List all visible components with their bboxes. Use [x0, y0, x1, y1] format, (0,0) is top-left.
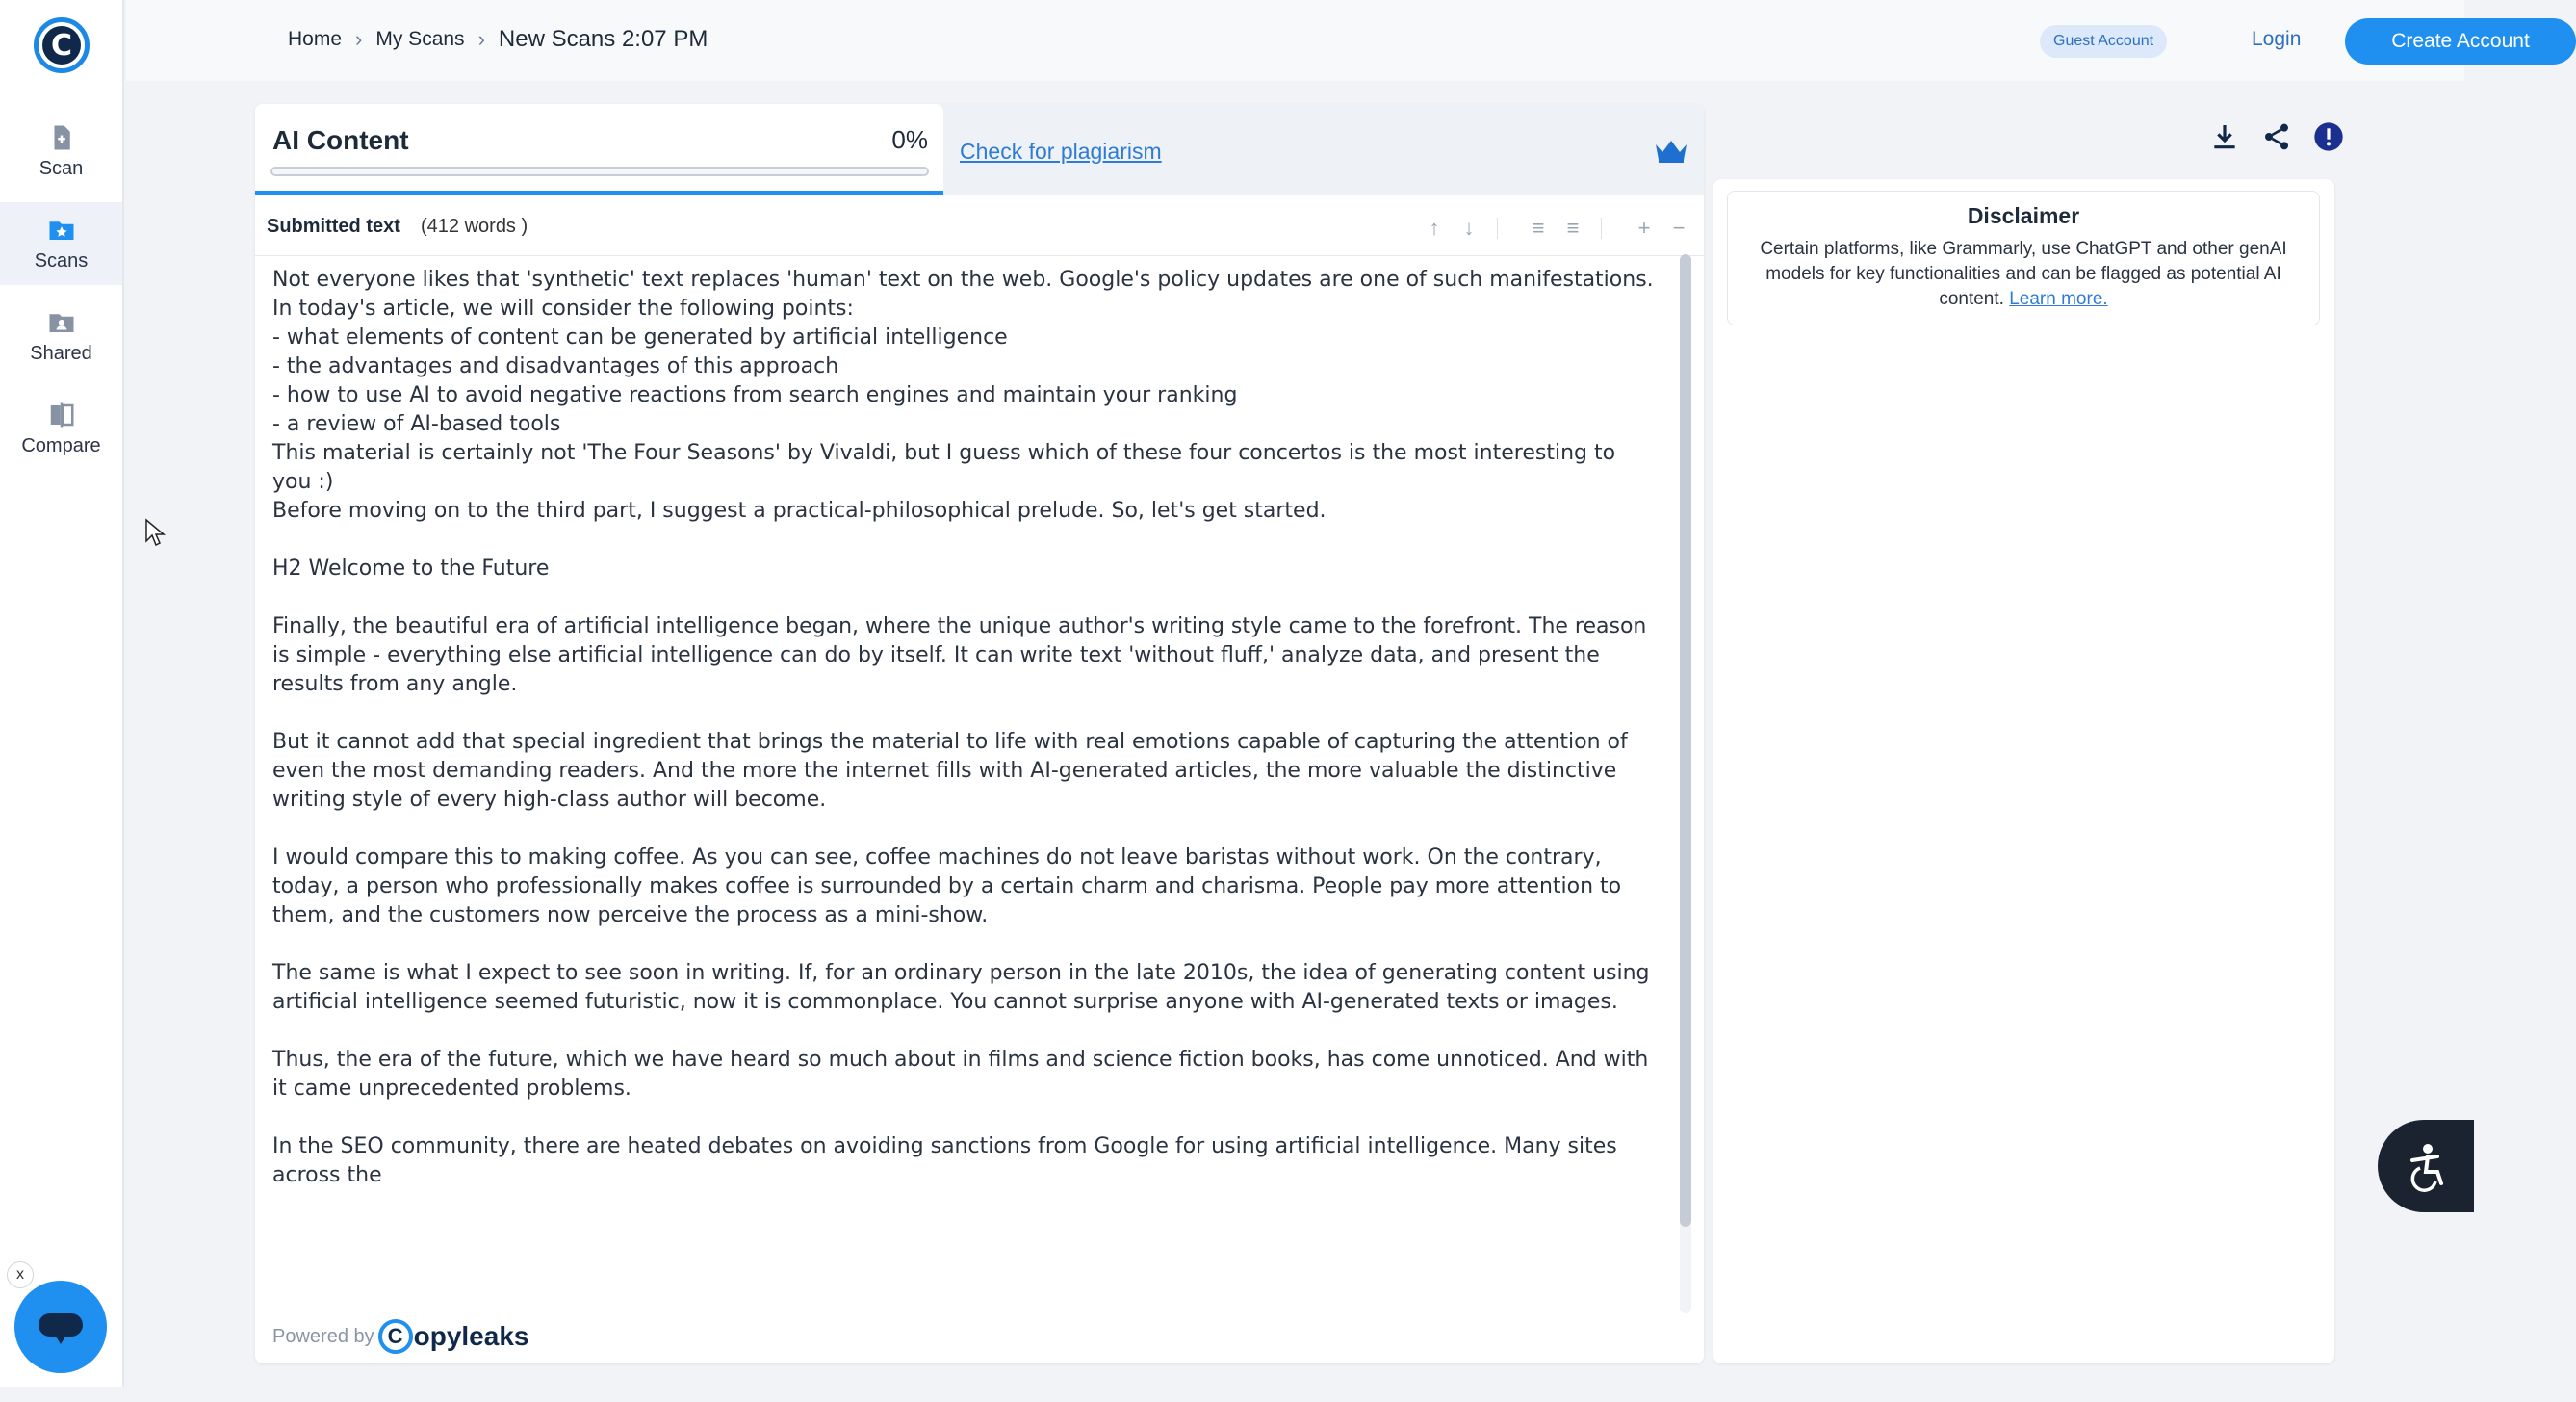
- sidebar-item-shared[interactable]: [0, 295, 122, 377]
- sidebar-item-scans[interactable]: [0, 202, 122, 285]
- create-account-button[interactable]: Create Account: [2345, 18, 2576, 65]
- learn-more-link[interactable]: Learn more.: [2009, 289, 2108, 309]
- right-panel: [1713, 179, 2334, 1363]
- sidebar-item-label: Compare: [21, 434, 101, 456]
- login-link[interactable]: Login: [2252, 28, 2302, 50]
- submitted-text-body: [272, 266, 1659, 1402]
- accessibility-button[interactable]: [2378, 1120, 2474, 1212]
- toolbar-divider: [1601, 218, 1602, 239]
- disclaimer-card: [1727, 191, 2320, 325]
- download-icon[interactable]: [2209, 121, 2240, 152]
- top-bar: [126, 0, 2530, 81]
- star-folder-icon: [47, 216, 76, 245]
- zoom-in-icon[interactable]: +: [1637, 216, 1651, 240]
- page-title: New Scans 2:07 PM: [498, 26, 708, 52]
- compare-icon: [47, 401, 76, 429]
- sidebar: [0, 0, 124, 1387]
- text-paragraph: Thus, the era of the future, which we have heard so much about in films and science fiction books, has come unnoticed. And with it came unprecedented problems.: [272, 1048, 1656, 1101]
- copyleaks-logo-mark: C: [378, 1319, 413, 1354]
- submitted-text-header: [255, 202, 1704, 256]
- chevron-right-icon: ›: [355, 27, 363, 51]
- share-icon[interactable]: [2261, 121, 2292, 152]
- app-logo[interactable]: [34, 17, 90, 73]
- arrow-up-icon[interactable]: ↑: [1429, 216, 1440, 240]
- powered-by: [272, 1319, 528, 1354]
- info-alert-icon[interactable]: [2313, 121, 2344, 152]
- sidebar-item-scan[interactable]: [0, 110, 122, 193]
- scrollbar-thumb[interactable]: [1680, 254, 1691, 1227]
- zoom-out-icon[interactable]: −: [1672, 216, 1686, 240]
- logo-letter: C: [42, 26, 81, 65]
- breadcrumb-my-scans[interactable]: My Scans: [375, 28, 465, 50]
- align-right-icon[interactable]: ≡: [1566, 216, 1580, 240]
- word-count: (412 words ): [421, 216, 528, 237]
- sidebar-item-label: Shared: [30, 342, 92, 364]
- sidebar-item-label: Scan: [39, 157, 84, 179]
- tab-strip: [255, 104, 1704, 195]
- scan-result-panel: [255, 104, 1704, 1363]
- report-actions: [2209, 121, 2344, 152]
- accessibility-icon: [2399, 1139, 2453, 1193]
- text-paragraph: H2 Welcome to the Future: [272, 557, 550, 581]
- tab-ai-content[interactable]: [255, 104, 943, 195]
- scan-file-icon: [47, 123, 76, 152]
- toolbar-divider: [1497, 218, 1498, 239]
- text-paragraph: The same is what I expect to see soon in writing. If, for an ordinary person in the late 2010s, the idea of generating content using artificial intelligence seemed futuristic, now it is commonplace. You cannot surprise anyone with AI-generated texts or images.: [272, 961, 1657, 1014]
- chat-icon: [37, 1308, 85, 1346]
- breadcrumb: [288, 26, 708, 53]
- text-paragraph: But it cannot add that special ingredient that brings the material to life with real emotions capable of capturing the attention of even the most demanding readers. And the more the internet fills with AI-generated articles, the more valuable the distinctive writing style of every high-class author will become.: [272, 730, 1635, 812]
- sidebar-item-compare[interactable]: [0, 387, 122, 470]
- powered-by-label: Powered by: [272, 1325, 374, 1347]
- check-plagiarism-link[interactable]: Check for plagiarism: [960, 139, 1162, 164]
- chevron-right-icon: ›: [477, 27, 485, 51]
- ai-content-progress-bar: [270, 167, 929, 176]
- mouse-cursor-icon: [144, 518, 166, 547]
- ai-content-percent: 0%: [891, 125, 928, 154]
- copyleaks-logo[interactable]: [378, 1319, 529, 1354]
- text-paragraph: Finally, the beautiful era of artificial intelligence began, where the unique author's writing style came to the forefront. The reason is simple - everything else artificial intelligence can do by itself. It can write text 'without fluff,' analyze data, and present the results from any angle.: [272, 614, 1654, 696]
- copyleaks-logo-text: opyleaks: [413, 1321, 529, 1351]
- sidebar-item-label: Scans: [34, 249, 89, 272]
- ai-content-title: AI Content: [272, 125, 409, 155]
- text-paragraph: Not everyone likes that 'synthetic' text replaces 'human' text on the web. Google's policy updates are one of such manifestations. In today's article, we will consider the following points: - what elements of content can be generated by artificial intelligence - the advantages and disadvantages of this approach - how to use AI to avoid negative reactions from search engines and maintain your ranking - a review of AI-based tools This material is certainly not 'The Four Seasons' by Vivaldi, but I guess which of these four concertos is the most interesting to you :) Before moving on to the third part, I suggest a practical-philosophical prelude. So, let's get started.: [272, 268, 1654, 523]
- arrow-down-icon[interactable]: ↓: [1463, 216, 1475, 240]
- align-left-icon[interactable]: ≡: [1532, 216, 1545, 240]
- text-paragraph: I would compare this to making coffee. As you can see, coffee machines do not leave baristas without work. On the contrary, today, a person who professionally makes coffee is surrounded by a certain charm and charisma. People pay more attention to them, and the customers now perceive the process as a mini-show.: [272, 845, 1629, 927]
- shared-folder-icon: [47, 308, 76, 337]
- crown-icon[interactable]: [1654, 137, 1688, 164]
- chat-button[interactable]: [14, 1281, 107, 1373]
- close-chat-button[interactable]: x: [7, 1261, 34, 1288]
- disclaimer-text: Certain platforms, like Grammarly, use ChatGPT and other genAI models for key functionalities and can be flagged as potential AI content.: [1760, 239, 2287, 309]
- guest-account-badge: Guest Account: [2040, 25, 2167, 58]
- text-paragraph: In the SEO community, there are heated debates on avoiding sanctions from Google for using artificial intelligence. Many sites across the: [272, 1134, 1624, 1187]
- breadcrumb-home[interactable]: Home: [288, 28, 343, 50]
- disclaimer-body: [1743, 237, 2304, 312]
- disclaimer-title: Disclaimer: [1967, 203, 2080, 228]
- submitted-text-label: Submitted text: [267, 216, 400, 237]
